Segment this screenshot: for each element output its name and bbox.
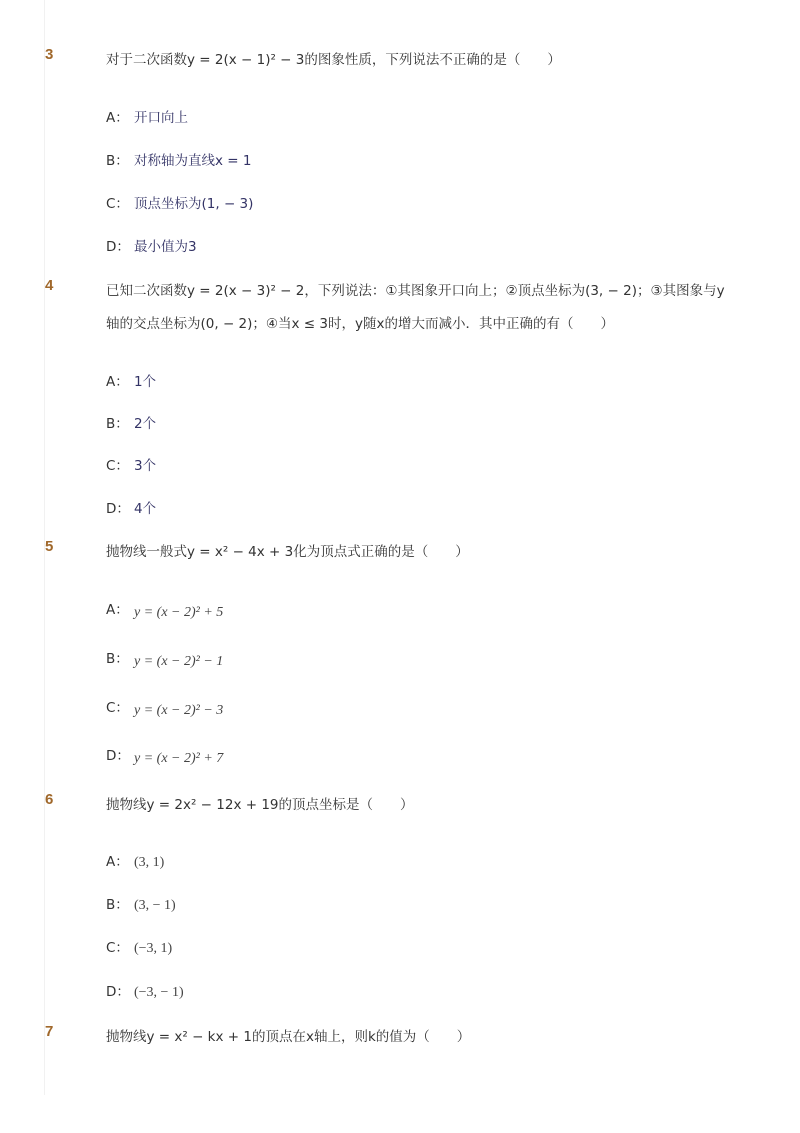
option-d[interactable]: D： y = (x − 2)² + 7 [106,748,224,766]
question-number: 7 [45,1023,54,1040]
option-c[interactable]: C： 3个 [106,458,157,474]
question-stem: 抛物线y = x² − kx + 1的顶点在x轴上，则k的值为（ ） [106,1029,471,1045]
option-a[interactable]: A： (3, 1) [106,854,165,870]
option-d[interactable]: D： (−3, − 1) [106,984,184,1000]
option-d[interactable]: D： 4个 [106,501,157,517]
question-stem: 对于二次函数y = 2(x − 1)² − 3的图象性质，下列说法不正确的是（ ） [106,52,561,68]
option-c[interactable]: C： 顶点坐标为(1, − 3) [106,196,254,212]
option-b[interactable]: B： 对称轴为直线x = 1 [106,153,252,169]
question-stem: 已知二次函数y = 2(x − 3)² − 2，下列说法：①其图象开口向上；②顶点坐标为(3, − 2)；③其图象与y轴的交点坐标为(0, − 2)；④当x ≤ 3时，y随x的增大而减小．其中正确的有（ ） [106,283,725,332]
option-a[interactable]: A： 开口向上 [106,110,188,126]
option-d[interactable]: D： 最小值为3 [106,239,197,255]
option-b[interactable]: B： 2个 [106,416,157,432]
option-a[interactable]: A： 1个 [106,374,157,390]
question-number: 4 [45,277,54,294]
question-number: 5 [45,538,54,555]
question-stem: 抛物线y = 2x² − 12x + 19的顶点坐标是（ ） [106,797,414,813]
question-number: 3 [45,46,54,63]
option-c[interactable]: C： y = (x − 2)² − 3 [106,700,224,718]
option-b[interactable]: B： (3, − 1) [106,897,176,913]
question-number: 6 [45,791,54,808]
question-stem: 抛物线一般式y = x² − 4x + 3化为顶点式正确的是（ ） [106,544,469,560]
option-a[interactable]: A： y = (x − 2)² + 5 [106,602,224,620]
option-c[interactable]: C： (−3, 1) [106,940,173,956]
option-b[interactable]: B： y = (x − 2)² − 1 [106,651,224,669]
